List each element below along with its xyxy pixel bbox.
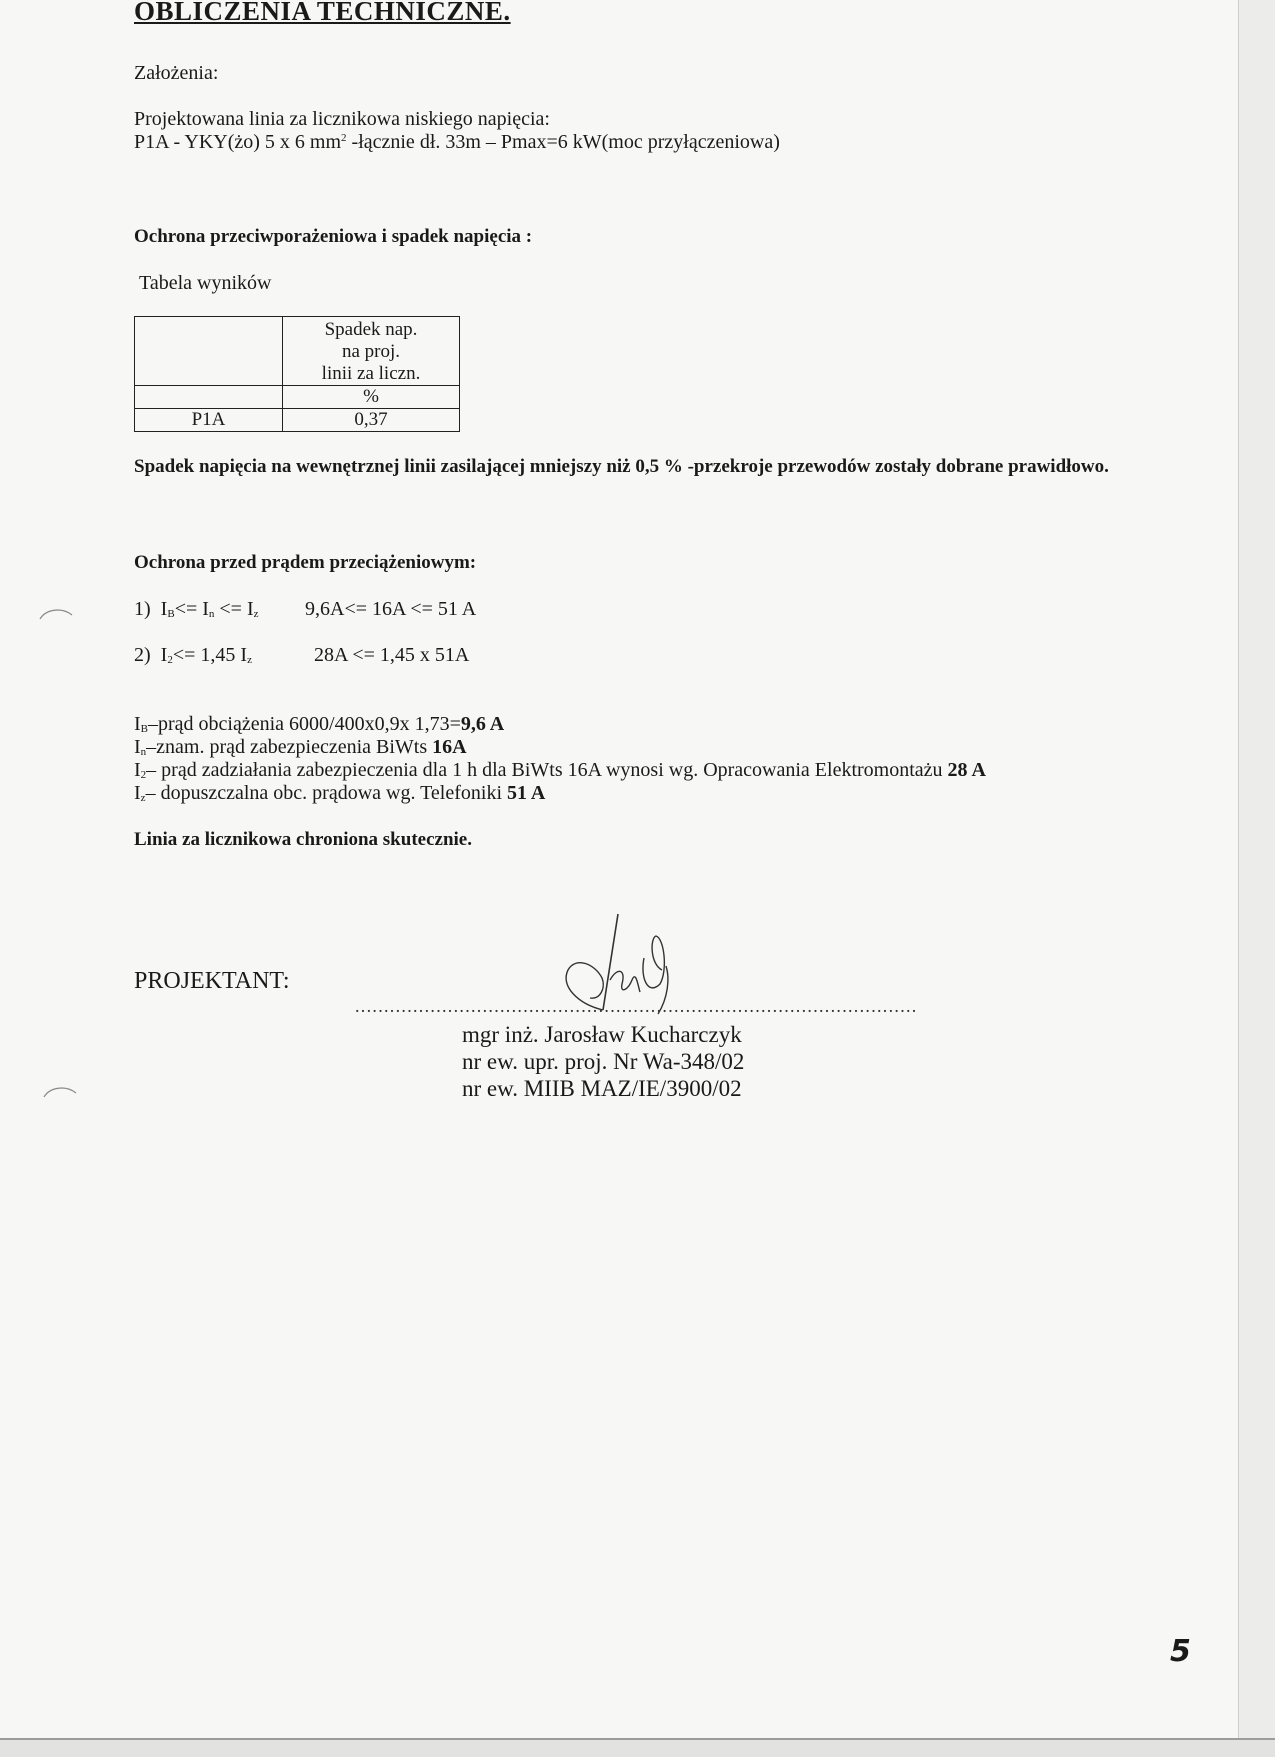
definition-text: – dopuszczalna obc. prądowa wg. Telefoniki (145, 782, 508, 804)
designer-license-1: nr ew. upr. proj. Nr Wa-348/02 (462, 1049, 745, 1074)
formula-sub: n (208, 608, 215, 620)
formula-part: I (160, 598, 168, 620)
condition-2-number: 2) (134, 644, 151, 666)
definition-sub: 2 (140, 769, 147, 781)
header-line-1: Spadek nap. (324, 319, 418, 340)
designer-name: mgr inż. Jarosław Kucharczyk (462, 1022, 742, 1047)
definition-symbol: I (134, 713, 141, 735)
voltage-conclusion: Spadek napięcia na wewnętrznej linii zasilającej mniejszy niż 0,5 % -przekroje przewodów zostały dobrane prawidłowo. (134, 456, 1109, 477)
definition-iz (134, 782, 545, 805)
results-table (134, 316, 460, 432)
formula-part: <= I (174, 598, 209, 620)
line-spec-sup: 2 (341, 132, 347, 144)
final-conclusion: Linia za licznikowa chroniona skutecznie. (134, 829, 472, 850)
table-empty-cell (135, 386, 283, 409)
table-row (135, 409, 460, 432)
formula-part: <= 1,45 I (172, 644, 248, 666)
line-spec-prefix: P1A - YKY(żo) 5 x 6 mm (134, 131, 342, 153)
condition-2-values: 28A <= 1,45 x 51A (314, 644, 470, 666)
definition-value: 51 A (507, 782, 546, 804)
table-header-row (135, 317, 460, 386)
assumptions-label: Założenia: (134, 62, 219, 84)
row-name-cell: P1A (135, 409, 283, 432)
condition-1-number: 1) (134, 598, 151, 620)
formula-sub: z (253, 608, 259, 620)
table-unit-row (135, 386, 460, 409)
line-spec-suffix: -łącznie dł. 33m – Pmax=6 kW(moc przyłączeniowa) (346, 131, 780, 153)
table-corner-cell (135, 317, 283, 386)
formula-sub: z (247, 654, 252, 666)
definition-text: –znam. prąd zabezpieczenia BiWts (146, 736, 433, 758)
page-number: 5 (1170, 1634, 1191, 1669)
document-title: OBLICZENIA TECHNICZNE. (134, 0, 511, 26)
definition-value: 16A (432, 736, 467, 758)
definition-text: –prąd obciążenia 6000/400x0,9x 1,73= (148, 713, 461, 735)
row-value-cell: 0,37 (283, 409, 460, 432)
page-edge-right (1238, 0, 1275, 1755)
definition-symbol: I (134, 736, 141, 758)
table-header-cell (283, 317, 460, 386)
formula-part: I (160, 644, 168, 666)
condition-2 (134, 644, 252, 667)
definition-symbol: I (134, 782, 141, 804)
definition-sub: B (140, 723, 149, 735)
binder-hole-mark-icon (36, 605, 76, 627)
condition-1 (134, 598, 259, 621)
condition-1-values: 9,6A<= 16A <= 51 A (305, 598, 477, 620)
designer-label: PROJEKTANT: (134, 968, 290, 994)
definition-i2 (134, 759, 986, 782)
overload-heading: Ochrona przed prądem przeciążeniowym: (134, 552, 477, 573)
formula-sub: 2 (167, 654, 173, 666)
condition-2-formula (161, 644, 252, 666)
designer-license-2: nr ew. MIIB MAZ/IE/3900/02 (462, 1076, 742, 1101)
definition-text: – prąd zadziałania zabezpieczenia dla 1 h dla BiWts 16A wynosi wg. Opracowania Elektromontażu (146, 759, 948, 781)
definition-sub: n (140, 746, 147, 758)
formula-part: <= I (214, 598, 254, 620)
page-edge-bottom (0, 1738, 1275, 1757)
definition-value: 9,6 A (460, 713, 505, 735)
definition-in (134, 736, 467, 759)
line-intro: Projektowana linia za licznikowa niskiego napięcia: (134, 108, 550, 130)
table-label: Tabela wyników (139, 272, 272, 294)
header-line-2: na proj. (341, 341, 401, 362)
binder-hole-mark-icon (40, 1083, 80, 1105)
table-unit-cell: % (283, 386, 460, 409)
formula-sub: B (167, 608, 175, 620)
line-spec (134, 131, 780, 154)
definition-ib (134, 713, 504, 736)
protection-heading: Ochrona przeciwporażeniowa i spadek napięcia : (134, 226, 533, 247)
signature-line: ................................................................................................. (355, 996, 918, 1016)
header-line-3: linii za liczn. (321, 363, 421, 384)
definition-sub: z (140, 792, 146, 804)
definition-value: 28 A (947, 759, 986, 781)
definition-symbol: I (134, 759, 141, 781)
condition-1-formula (161, 598, 259, 620)
